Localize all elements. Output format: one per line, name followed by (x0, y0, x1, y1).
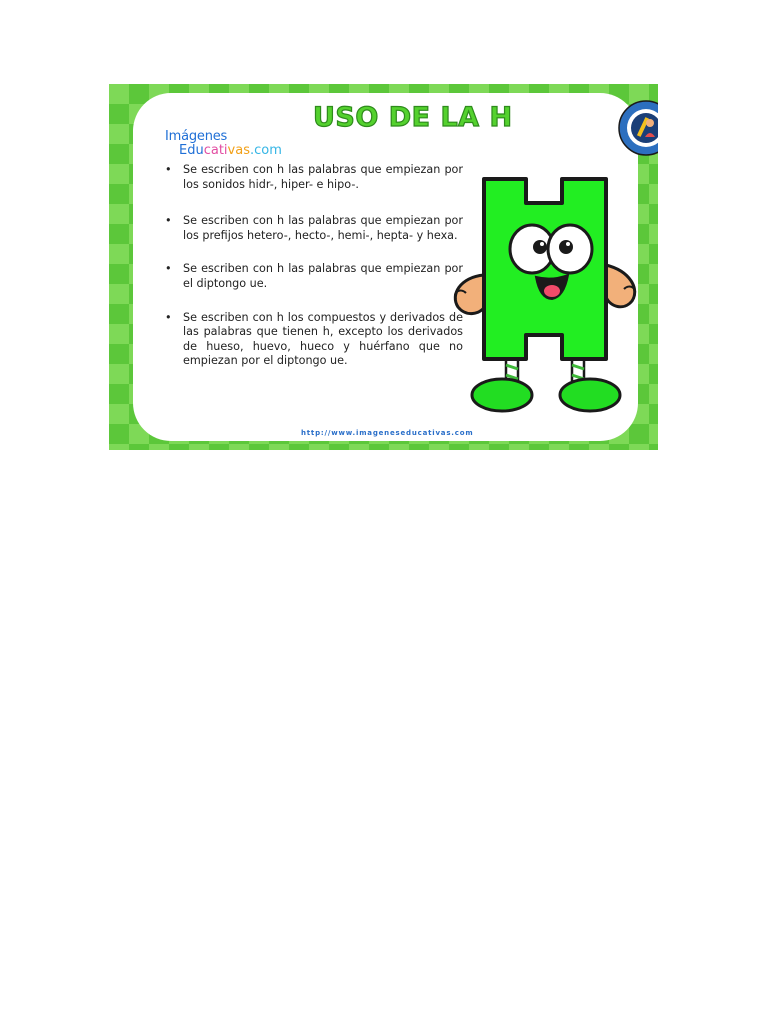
educational-card (109, 84, 658, 450)
rule-item: • Se escriben con h las palabras que empiezan por los sonidos hidr-, hiper- e hipo-. (163, 163, 463, 192)
logo-line-2 (165, 144, 282, 158)
logo-part: vas (227, 143, 250, 158)
letter-h-mascot-icon (446, 165, 656, 425)
logo-part: cati (203, 143, 228, 158)
card-panel (133, 93, 638, 441)
card-title: USO DE LA H (313, 102, 513, 133)
logo-part: .com (249, 143, 282, 158)
site-logo (165, 130, 282, 158)
website-url[interactable]: http://www.imageneseducativas.com (301, 429, 474, 437)
rule-item: • Se escriben con h los compuestos y derivados de las palabras que tienen h, excepto los derivados de hueso, huevo, hueco y huérfano que no empiezan por el diptongo ue. (163, 311, 463, 369)
logo-line-1: Imágenes (165, 129, 228, 144)
rules-list (163, 163, 463, 369)
rule-item: • Se escriben con h las palabras que empiezan por los prefijos hetero-, hecto-, hemi-, hepta- y hexa. (163, 214, 463, 243)
logo-part: Edu (179, 143, 204, 158)
imagenes-educativas-badge-icon (617, 99, 658, 157)
rule-item: • Se escriben con h las palabras que empiezan por el diptongo ue. (163, 262, 463, 291)
